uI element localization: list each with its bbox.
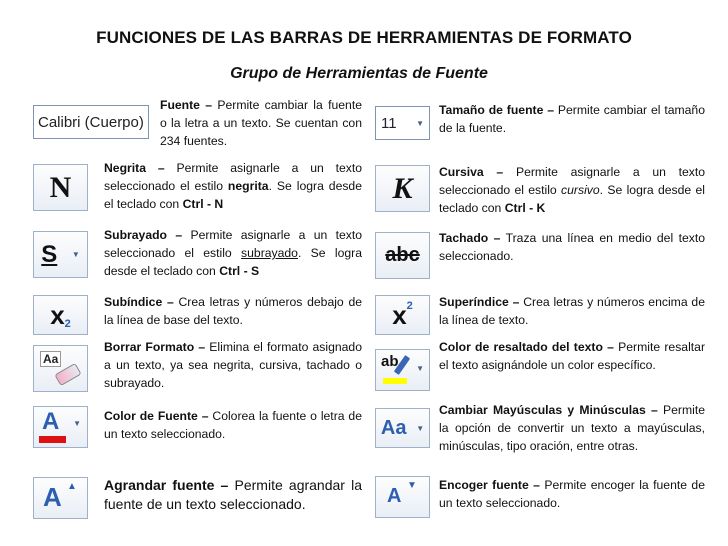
tachado-description <box>439 229 705 265</box>
font-name-box-text: Calibri (Cuerpo) <box>38 113 144 131</box>
chevron-down-icon: ▼ <box>416 364 424 373</box>
bold-glyph: N <box>49 170 72 204</box>
highlight-glyph: ab <box>381 353 399 370</box>
color-label: Color de Fuente – <box>104 409 209 423</box>
strikethrough-glyph: abc <box>385 244 420 266</box>
borrar-description <box>104 338 362 392</box>
tamano-text: Permite cambiar el tamaño de la fuente. <box>439 103 705 135</box>
mayusculas-label: Cambiar Mayúsculas y Minúsculas – <box>439 403 658 417</box>
negrita-description <box>104 159 362 213</box>
encoger-label: Encoger fuente – <box>439 478 540 492</box>
font-color-bar <box>39 436 66 443</box>
fuente-text: Permite cambiar la fuente o la letra a un texto. Se cuentan con 234 fuentes. <box>160 98 362 148</box>
underline-glyph: S <box>41 240 58 268</box>
negrita-label: Negrita – <box>104 161 165 175</box>
change-case-glyph: Aa <box>380 416 407 439</box>
highlight-color-bar <box>383 378 407 384</box>
section-subtitle: Grupo de Herramientas de Fuente <box>230 65 488 82</box>
agrandar-label: Agrandar fuente – <box>104 477 229 493</box>
font-size-box-icon[interactable] <box>375 106 430 140</box>
subindice-description <box>104 293 362 329</box>
subscript-index: 2 <box>64 318 71 330</box>
subindice-label: Subíndice – <box>104 295 174 309</box>
cursiva-description <box>439 163 705 217</box>
tamano-label: Tamaño de fuente – <box>439 103 555 117</box>
subrayado-text: Permite asignarle a un texto seleccionado el estilo <box>104 228 363 260</box>
resaltado-label: Color de resaltado del texto – <box>439 340 614 354</box>
subscript-icon[interactable] <box>33 295 88 335</box>
tamano-description <box>439 101 705 137</box>
chevron-down-icon: ▼ <box>71 250 80 259</box>
tachado-label: Tachado – <box>439 231 501 245</box>
borrar-text: Elimina el formato asignado a un texto, ya sea negrita, cursiva, tachado o subrayado. <box>104 340 362 390</box>
subrayado-shortcut: Ctrl - S <box>219 264 260 278</box>
subrayado-emphasis: subrayado <box>241 246 298 260</box>
fuente-label: Fuente – <box>160 98 213 112</box>
color-text: Colorea la fuente o letra de un texto seleccionado. <box>104 409 362 441</box>
cursiva-label: Cursiva – <box>439 165 504 179</box>
font-color-icon[interactable] <box>33 406 88 448</box>
agrandar-description <box>104 476 362 514</box>
negrita-text: Permite asignarle a un texto seleccionado el estilo <box>104 161 363 193</box>
clear-formatting-icon[interactable] <box>33 345 88 392</box>
shrink-font-glyph: A <box>387 485 402 507</box>
agrandar-text: Permite agrandar la fuente de un texto seleccionado. <box>104 477 363 512</box>
chevron-down-icon: ▼ <box>73 419 81 428</box>
change-case-icon[interactable] <box>375 408 430 448</box>
encoger-description <box>439 476 705 512</box>
superindice-description <box>439 293 705 329</box>
negrita-emphasis: negrita <box>227 179 269 193</box>
caret-down-icon: ▼ <box>407 480 417 491</box>
resaltado-description <box>439 338 705 374</box>
font-name-box-icon[interactable] <box>33 105 149 139</box>
page-title: FUNCIONES DE LAS BARRAS DE HERRAMIENTAS DE FORMATO <box>96 28 632 47</box>
cursiva-emphasis: cursivo <box>561 183 600 197</box>
highlight-color-icon[interactable] <box>375 349 430 391</box>
negrita-text-2: . Se logra desde el teclado con <box>104 179 362 211</box>
superindice-label: Superíndice – <box>439 295 520 309</box>
subrayado-text-2: . Se logra desde el teclado con <box>104 246 362 278</box>
borrar-label: Borrar Formato – <box>104 340 206 354</box>
clear-formatting-glyph: Aa <box>40 351 61 367</box>
chevron-down-icon: ▼ <box>416 423 425 433</box>
font-size-box-text: 11 <box>381 114 397 132</box>
grow-font-icon[interactable] <box>33 477 88 519</box>
resaltado-text: Permite resaltar el texto asignándole un color específico. <box>439 340 706 372</box>
cursiva-text: Permite asignarle a un texto seleccionado el estilo <box>439 165 706 197</box>
subscript-base: x <box>50 299 65 330</box>
negrita-shortcut: Ctrl - N <box>182 197 224 211</box>
italic-icon[interactable] <box>375 165 430 212</box>
shrink-font-icon[interactable] <box>375 476 430 518</box>
fuente-description <box>160 96 362 150</box>
color-description <box>104 407 362 443</box>
superscript-index: 2 <box>406 300 413 312</box>
mayusculas-text: Permite la opción de convertir un texto a mayúsculas, minúsculas, tipo oración, entre otras. <box>439 403 705 453</box>
font-color-glyph: A <box>42 408 60 435</box>
bold-icon[interactable] <box>33 164 88 211</box>
italic-glyph: K <box>392 171 413 205</box>
caret-up-icon: ▲ <box>67 481 77 492</box>
grow-font-glyph: A <box>43 482 62 512</box>
superindice-text: Crea letras y números encima de la línea de texto. <box>439 295 705 327</box>
cursiva-shortcut: Ctrl - K <box>504 201 546 215</box>
superscript-base: x <box>392 299 407 330</box>
subindice-text: Crea letras y números debajo de la línea de base del texto. <box>104 295 362 327</box>
subrayado-description <box>104 226 362 280</box>
tachado-text: Traza una línea en medio del texto seleccionado. <box>439 231 706 263</box>
superscript-icon[interactable] <box>375 295 430 335</box>
mayusculas-description <box>439 401 705 455</box>
subrayado-label: Subrayado – <box>104 228 183 242</box>
chevron-down-icon: ▼ <box>416 118 424 128</box>
encoger-text: Permite encoger la fuente de un texto seleccionado. <box>439 478 705 510</box>
underline-icon[interactable] <box>33 231 88 278</box>
strikethrough-icon[interactable] <box>375 232 430 279</box>
cursiva-text-2: . Se logra desde el teclado con <box>439 183 706 215</box>
